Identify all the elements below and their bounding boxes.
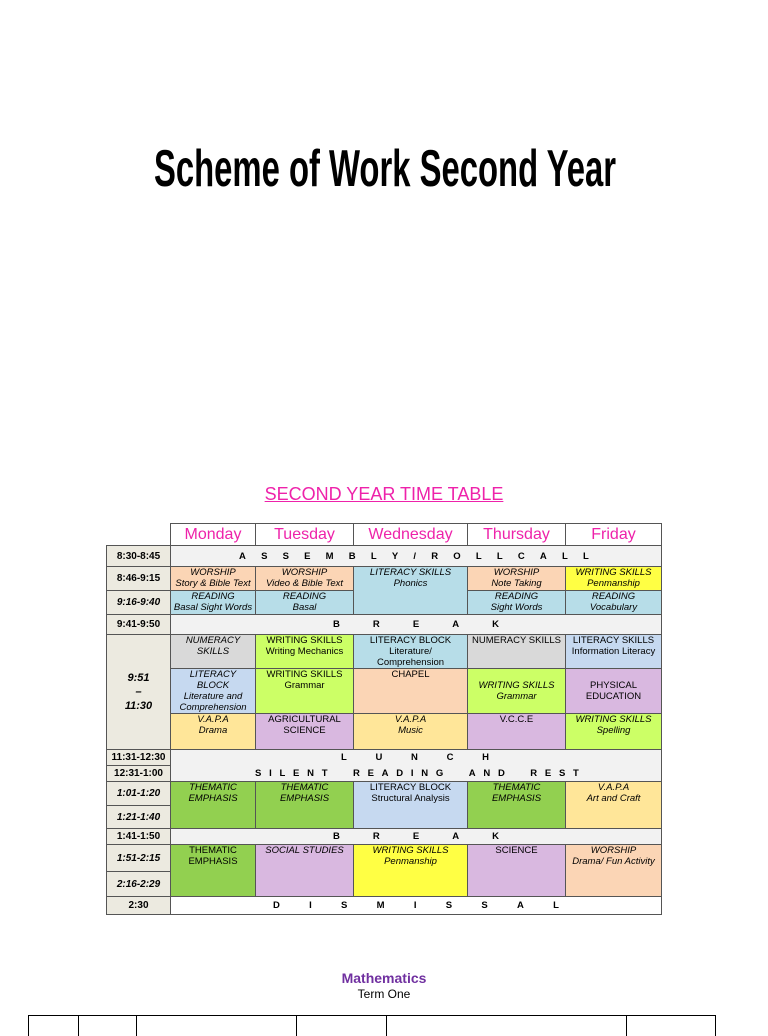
table-divider bbox=[28, 1016, 29, 1036]
cell-tue-worship: WORSHIP Video & Bible Text bbox=[256, 567, 354, 591]
day-monday: Monday bbox=[171, 524, 256, 546]
cell-fri-literacy: LITERACY SKILLS Information Literacy bbox=[566, 635, 662, 669]
cell-fri-writing-spelling: WRITING SKILLS Spelling bbox=[566, 714, 662, 750]
table-row bbox=[107, 635, 662, 669]
time-cell: 8:30-8:45 bbox=[107, 546, 171, 567]
cell-fri-vapa: V.A.P.A Art and Craft bbox=[566, 782, 662, 829]
cell-mon-vapa: V.A.P.A Drama bbox=[171, 714, 256, 750]
cell-fri-pe: PHYSICAL EDUCATION bbox=[566, 669, 662, 714]
table-divider bbox=[386, 1016, 387, 1036]
table-row bbox=[107, 845, 662, 872]
assembly-letters: A S S E M B L Y / R O L L C A L L bbox=[239, 550, 589, 562]
time-cell: 1:21-1:40 bbox=[107, 806, 171, 829]
table-row bbox=[107, 546, 662, 567]
day-thursday: Thursday bbox=[468, 524, 566, 546]
document-title bbox=[150, 118, 620, 208]
time-cell: 1:01-1:20 bbox=[107, 782, 171, 806]
day-friday: Friday bbox=[566, 524, 662, 546]
cell-thu-numeracy: NUMERACY SKILLS bbox=[468, 635, 566, 669]
cell-mon-thematic2: THEMATIC EMPHASIS bbox=[171, 845, 256, 897]
table-row bbox=[107, 897, 662, 915]
title-wordart bbox=[150, 118, 620, 208]
break-letters: B R E A K bbox=[333, 619, 499, 630]
cell-fri-writing: WRITING SKILLS Penmanship bbox=[566, 567, 662, 591]
break-letters-2: B R E A K bbox=[333, 831, 499, 842]
table-row bbox=[107, 669, 662, 714]
table-divider bbox=[626, 1016, 627, 1036]
cell-fri-reading: READING Vocabulary bbox=[566, 591, 662, 615]
table-divider bbox=[715, 1016, 716, 1036]
cell-mon-thematic: THEMATIC EMPHASIS bbox=[171, 782, 256, 829]
time-cell: 9:41-9:50 bbox=[107, 615, 171, 635]
lunch-letters: L U N C H bbox=[341, 752, 489, 764]
cell-thu-reading: READING Sight Words bbox=[468, 591, 566, 615]
assembly-roll-call bbox=[171, 546, 662, 567]
corner-cell bbox=[107, 524, 171, 546]
subject-heading: Mathematics bbox=[341, 970, 427, 986]
table-row bbox=[107, 829, 662, 845]
table-row bbox=[107, 750, 662, 766]
lunch-row bbox=[171, 750, 662, 766]
table-divider bbox=[78, 1016, 79, 1036]
table-row bbox=[107, 714, 662, 750]
cell-tue-thematic: THEMATIC EMPHASIS bbox=[256, 782, 354, 829]
time-cell: 11:31-12:30 bbox=[107, 750, 171, 766]
term-label: Term One bbox=[357, 987, 411, 1001]
dismissal-row bbox=[171, 897, 662, 915]
cell-wed-vapa: V.A.P.A Music bbox=[354, 714, 468, 750]
table-row bbox=[107, 615, 662, 635]
day-tuesday: Tuesday bbox=[256, 524, 354, 546]
time-cell: 1:51-2:15 bbox=[107, 845, 171, 872]
cell-wed-chapel: CHAPEL bbox=[354, 669, 468, 714]
timetable-header-row bbox=[107, 524, 662, 546]
cell-mon-numeracy: NUMERACY SKILLS bbox=[171, 635, 256, 669]
time-cell: 1:41-1:50 bbox=[107, 829, 171, 845]
table-divider bbox=[136, 1016, 137, 1036]
silent-letters: S I L E N T R E A D I N G A N D R E S T bbox=[255, 767, 579, 779]
cell-thu-worship: WORSHIP Note Taking bbox=[468, 567, 566, 591]
cell-wed-literacy-block: LITERACY BLOCK Literature/ Comprehension bbox=[354, 635, 468, 669]
cell-mon-literacy-block: LITERACY BLOCK Literature and Comprehension bbox=[171, 669, 256, 714]
title-text: Scheme of Work Second Year bbox=[154, 140, 616, 198]
cell-fri-worship: WORSHIP Drama/ Fun Activity bbox=[566, 845, 662, 897]
table-row bbox=[107, 782, 662, 806]
cell-mon-worship: WORSHIP Story & Bible Text bbox=[171, 567, 256, 591]
time-cell: 8:46-9:15 bbox=[107, 567, 171, 591]
timetable-heading: SECOND YEAR TIME TABLE bbox=[264, 484, 504, 504]
table-row bbox=[107, 766, 662, 782]
cell-wed-literacy: LITERACY SKILLS Phonics bbox=[354, 567, 468, 615]
cell-wed-literacy-block2: LITERACY BLOCK Structural Analysis bbox=[354, 782, 468, 829]
time-cell: 2:30 bbox=[107, 897, 171, 915]
cell-tue-writing-grammar: WRITING SKILLS Grammar bbox=[256, 669, 354, 714]
time-cell-block: 9:51 – 11:30 bbox=[107, 635, 171, 750]
time-cell: 2:16-2:29 bbox=[107, 872, 171, 897]
cell-thu-writing: WRITING SKILLS Grammar bbox=[468, 669, 566, 714]
table-row bbox=[107, 567, 662, 591]
cell-tue-writing: WRITING SKILLS Writing Mechanics bbox=[256, 635, 354, 669]
time-cell: 9:16-9:40 bbox=[107, 591, 171, 615]
cell-mon-reading: READING Basal Sight Words bbox=[171, 591, 256, 615]
silent-reading-row bbox=[171, 766, 662, 782]
dismissal-letters: D I S M I S S A L bbox=[273, 900, 559, 911]
cell-tue-reading: READING Basal bbox=[256, 591, 354, 615]
break-row-2 bbox=[171, 829, 662, 845]
cell-tue-social: SOCIAL STUDIES bbox=[256, 845, 354, 897]
day-wednesday: Wednesday bbox=[354, 524, 468, 546]
cell-wed-writing: WRITING SKILLS Penmanship bbox=[354, 845, 468, 897]
cell-thu-vcce: V.C.C.E bbox=[468, 714, 566, 750]
table-divider bbox=[296, 1016, 297, 1036]
timetable bbox=[106, 523, 662, 915]
mathematics-table-top bbox=[28, 1015, 716, 1036]
break-row bbox=[171, 615, 662, 635]
cell-tue-agri: AGRICULTURAL SCIENCE bbox=[256, 714, 354, 750]
cell-thu-thematic: THEMATIC EMPHASIS bbox=[468, 782, 566, 829]
cell-thu-science: SCIENCE bbox=[468, 845, 566, 897]
time-cell: 12:31-1:00 bbox=[107, 766, 171, 782]
